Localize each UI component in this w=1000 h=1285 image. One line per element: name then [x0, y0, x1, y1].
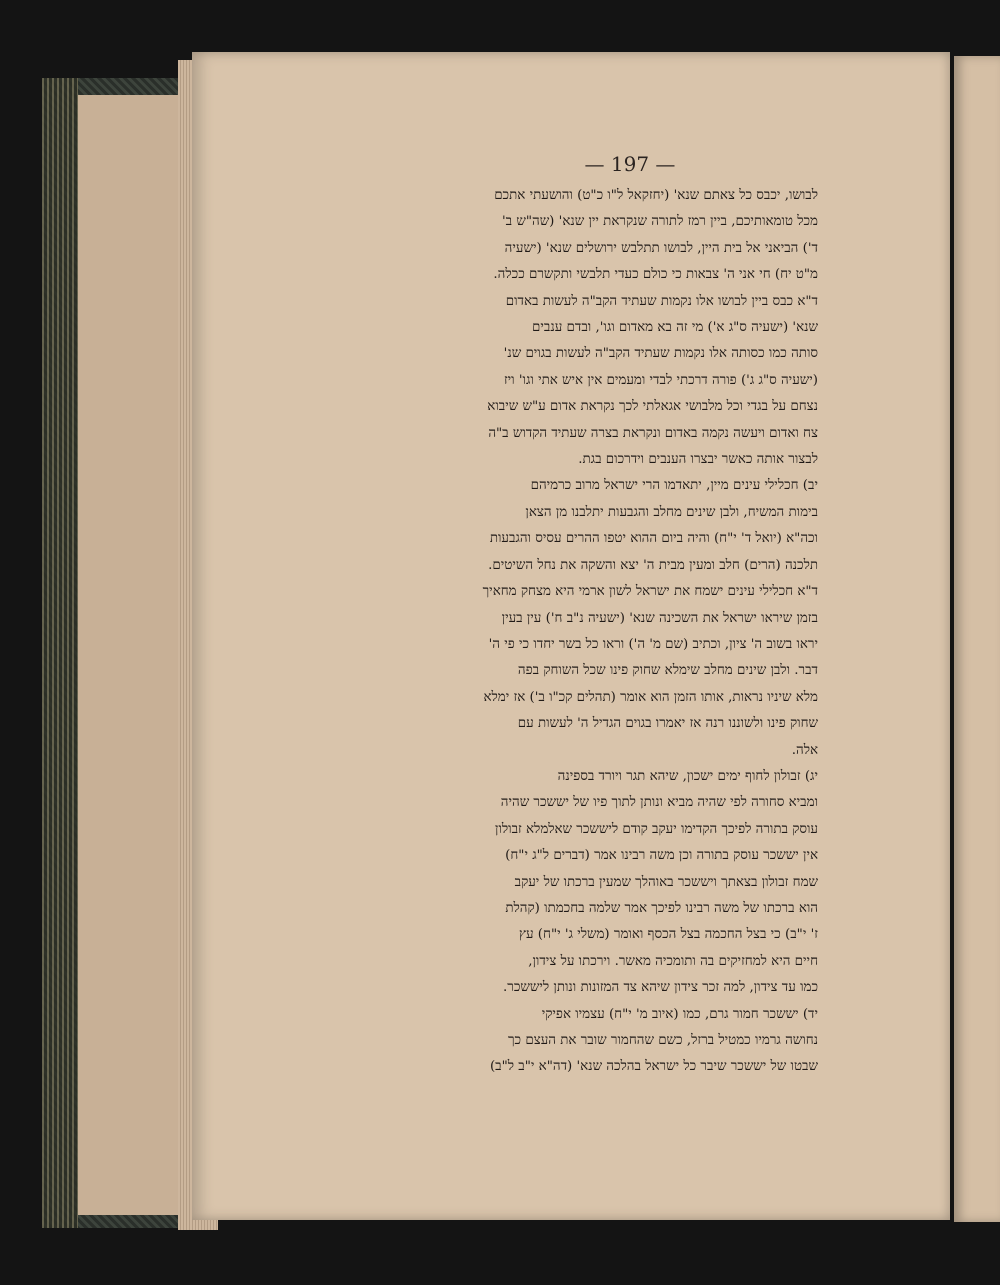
text-line: תלכנה (הרים) חלב ומעין מבית ה' יצא והשקה את נחל השיטים.	[488, 557, 818, 573]
text-line: ומביא סחורה לפי שהיה מביא ונותן לתוך פיו של יששכר שהיה	[500, 795, 818, 811]
page-text	[382, 183, 818, 1081]
text-line: עוסק בתורה לפיכך הקדימו יעקב קודם ליששכר שאלמלא זבולון	[495, 821, 818, 837]
text-line: ד"א כבס ביין לבושו אלו נקמות שעתיד הקב"ה לעשות באדום	[505, 293, 818, 309]
text-line: סותה כמו כסותה אלו נקמות שעתיד הקב"ה לעשות בגוים שנ'	[503, 346, 818, 362]
text-line: כמו עד צידון, למה זכר צידון שיהא צד המזונות ונותן ליששכר.	[503, 980, 818, 996]
text-line: מ"ט יח) חי אני ה' צבאות כי כולם כעדי תלבשי ותקשרם ככלה.	[493, 267, 818, 283]
text-line: שנא' (ישעיה ס"ג א') מי זה בא מאדום וגו', ובדם ענבים	[532, 320, 818, 336]
text-line: אין יששכר עוסק בתורה וכן משה רבינו אמר (דברים ל"ג י"ח)	[505, 848, 818, 864]
text-line: ז' י"ב) כי בצל החכמה בצל הכסף ואומר (משלי ג' י"ח) עץ	[518, 927, 818, 943]
text-line: נצחם על בגדי וכל מלבושי אגאלתי לכך נקראת אדום ע"ש שיבוא	[487, 399, 818, 415]
text-line: יד) יששכר חמור גרם, כמו (איוב מ' י"ח) עצמיו אפיקי	[541, 1006, 818, 1022]
right-page-edge	[954, 56, 1000, 1222]
text-line: ד') הביאני אל בית היין, לבושו תתלבש ירושלים שנא' (ישעיה	[504, 240, 818, 256]
text-line: יג) זבולון לחוף ימים ישכון, שיהא תגר ויורד בספינה	[557, 768, 818, 784]
page-number: — 197 —	[584, 152, 676, 176]
text-line: שחוק פינו ולשוננו רנה אז יאמרו בגוים הגדיל ה' לעשות עם	[517, 716, 818, 732]
text-line: (ישעיה ס"ג ג') פורה דרכתי לבדי ומעמים אין איש אתי וגו' ויז	[503, 372, 818, 388]
text-line: ד"א חכלילי עינים ישמח את ישראל לשון ארמי היא מצחק מחאיך	[482, 584, 818, 600]
text-line: בימות המשיח, ולבן שינים מחלב והגבעות יתלבנו מן הצאן	[525, 504, 818, 520]
text-line: מלא שיניו נראות, אותו הזמן הוא אומר (תהלים קכ"ו ב') אז ימלא	[483, 689, 818, 705]
text-line: הוא ברכתו של משה רבינו לפיכך אמר שלמה בחכמתו (קהלת	[505, 900, 818, 916]
text-line: שבטו של יששכר שיבר כל ישראל בהלכה שנא' (דה"א י"ב ל"ב)	[489, 1059, 818, 1075]
text-line: אלה.	[791, 742, 818, 758]
text-line: לבצור אותה כאשר יבצרו הענבים וידרכום בגת.	[578, 452, 818, 468]
text-line: דבר. ולבן שינים מחלב שימלא שחוק פינו שכל השוחק בפה	[517, 663, 818, 679]
text-line: צח ואדום ויעשה נקמה באדום ונקראת בצרה שעתיד הקדוש ב"ה	[488, 425, 818, 441]
text-line: נחושה גרמיו כמטיל ברזל, כשם שהחמור שובר את העצם כך	[507, 1033, 818, 1048]
text-line: לבושו, יכבס כל צאתם שנא' (יחזקאל ל"ו כ"ט) והושעתי אתכם	[494, 188, 818, 203]
book-spine	[42, 78, 78, 1228]
text-line: יב) חכלילי עינים מיין, יתאדמו הרי ישראל מרוב כרמיהם	[530, 478, 818, 494]
text-line: חיים היא למחזיקים בה ותומכיה מאשר. וירכתו על צידון,	[528, 953, 818, 969]
text-line: בזמן שיראו ישראל את השכינה שנא' (ישעיה נ"ב ח') עין בעין	[501, 610, 818, 626]
text-line: מכל טומאותיכם, ביין רמז לתורה שנקראת יין שנא' (שה"ש ב'	[501, 214, 818, 230]
text-line: יראו בשוב ה' ציון, וכתיב (שם מ' ה') וראו כל בשר יחדו כי פי ה'	[488, 636, 818, 652]
text-line: וכה"א (יואל ד' י"ח) והיה ביום ההוא יטפו ההרים עסיס והגבעות	[489, 531, 818, 547]
text-line: שמח זבולון בצאתך ויששכר באוהלך שמעין ברכתו של יעקב	[514, 874, 818, 890]
